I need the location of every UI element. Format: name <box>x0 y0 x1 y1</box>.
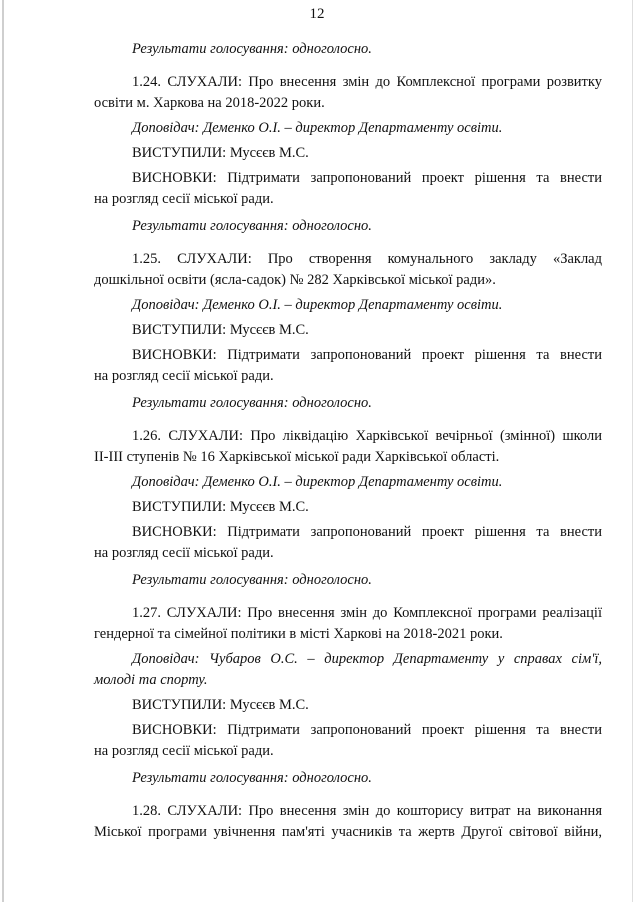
speaker-line: Доповідач: Чубаров О.С. – директор Департаменту у справах сім'ї, <box>132 651 602 667</box>
heard-line: 1.28. СЛУХАЛИ: Про внесення змін до кошторису витрат на виконання <box>132 803 602 819</box>
speaker-line: Доповідач: Деменко О.І. – директор Департаменту освіти. <box>132 120 503 136</box>
agenda-item-1-27 <box>94 603 602 789</box>
conclusion-line: ВИСНОВКИ: Підтримати запропонований проект рішення та внести <box>132 524 602 540</box>
scan-right-edge <box>632 0 633 902</box>
heard-line: освіти м. Харкова на 2018-2022 роки. <box>94 95 325 111</box>
heard-line: 1.25. СЛУХАЛИ: Про створення комунального закладу «Заклад <box>132 251 602 267</box>
heard-line: гендерної та сімейної політики в місті Харкові на 2018-2021 роки. <box>94 626 503 642</box>
conclusion-line: ВИСНОВКИ: Підтримати запропонований проект рішення та внести <box>132 347 602 363</box>
speaker-line: Доповідач: Деменко О.І. – директор Департаменту освіти. <box>132 297 503 313</box>
conclusion-line: ВИСНОВКИ: Підтримати запропонований проект рішення та внести <box>132 722 602 738</box>
spoke-line: ВИСТУПИЛИ: Мусєєв М.С. <box>132 697 309 713</box>
spoke-line: ВИСТУПИЛИ: Мусєєв М.С. <box>132 499 309 515</box>
agenda-item-1-24 <box>94 72 602 237</box>
conclusion-line: на розгляд сесії міської ради. <box>94 368 274 384</box>
heard-line: дошкільної освіти (ясла-садок) № 282 Харківської міської ради». <box>94 272 496 288</box>
agenda-item-1-26 <box>94 426 602 591</box>
conclusion-line: на розгляд сесії міської ради. <box>94 191 274 207</box>
voting-result: Результати голосування: одноголосно. <box>132 395 372 411</box>
agenda-item-1-25 <box>94 249 602 414</box>
page-number: 12 <box>309 6 325 22</box>
spoke-line: ВИСТУПИЛИ: Мусєєв М.С. <box>132 322 309 338</box>
voting-result: Результати голосування: одноголосно. <box>132 41 372 57</box>
document-body <box>94 39 602 843</box>
heard-line: 1.26. СЛУХАЛИ: Про ліквідацію Харківської вечірньої (змінної) школи <box>132 428 602 444</box>
conclusion-line: на розгляд сесії міської ради. <box>94 545 274 561</box>
voting-result: Результати голосування: одноголосно. <box>132 218 372 234</box>
agenda-item-1-28 <box>94 801 602 843</box>
scan-left-edge <box>2 0 4 902</box>
conclusion-line: ВИСНОВКИ: Підтримати запропонований проект рішення та внести <box>132 170 602 186</box>
voting-result: Результати голосування: одноголосно. <box>132 770 372 786</box>
heard-line: 1.24. СЛУХАЛИ: Про внесення змін до Комплексної програми розвитку <box>132 74 602 90</box>
conclusion-line: на розгляд сесії міської ради. <box>94 743 274 759</box>
speaker-line: молоді та спорту. <box>94 672 208 688</box>
heard-line: 1.27. СЛУХАЛИ: Про внесення змін до Комплексної програми реалізації <box>132 605 602 621</box>
speaker-line: Доповідач: Деменко О.І. – директор Департаменту освіти. <box>132 474 503 490</box>
spoke-line: ВИСТУПИЛИ: Мусєєв М.С. <box>132 145 309 161</box>
voting-result: Результати голосування: одноголосно. <box>132 572 372 588</box>
heard-line: Міської програми увічнення пам'яті учасників та жертв Другої світової війни, <box>94 824 602 840</box>
heard-line: ІІ-ІІІ ступенів № 16 Харківської міської ради Харківської області. <box>94 449 500 465</box>
